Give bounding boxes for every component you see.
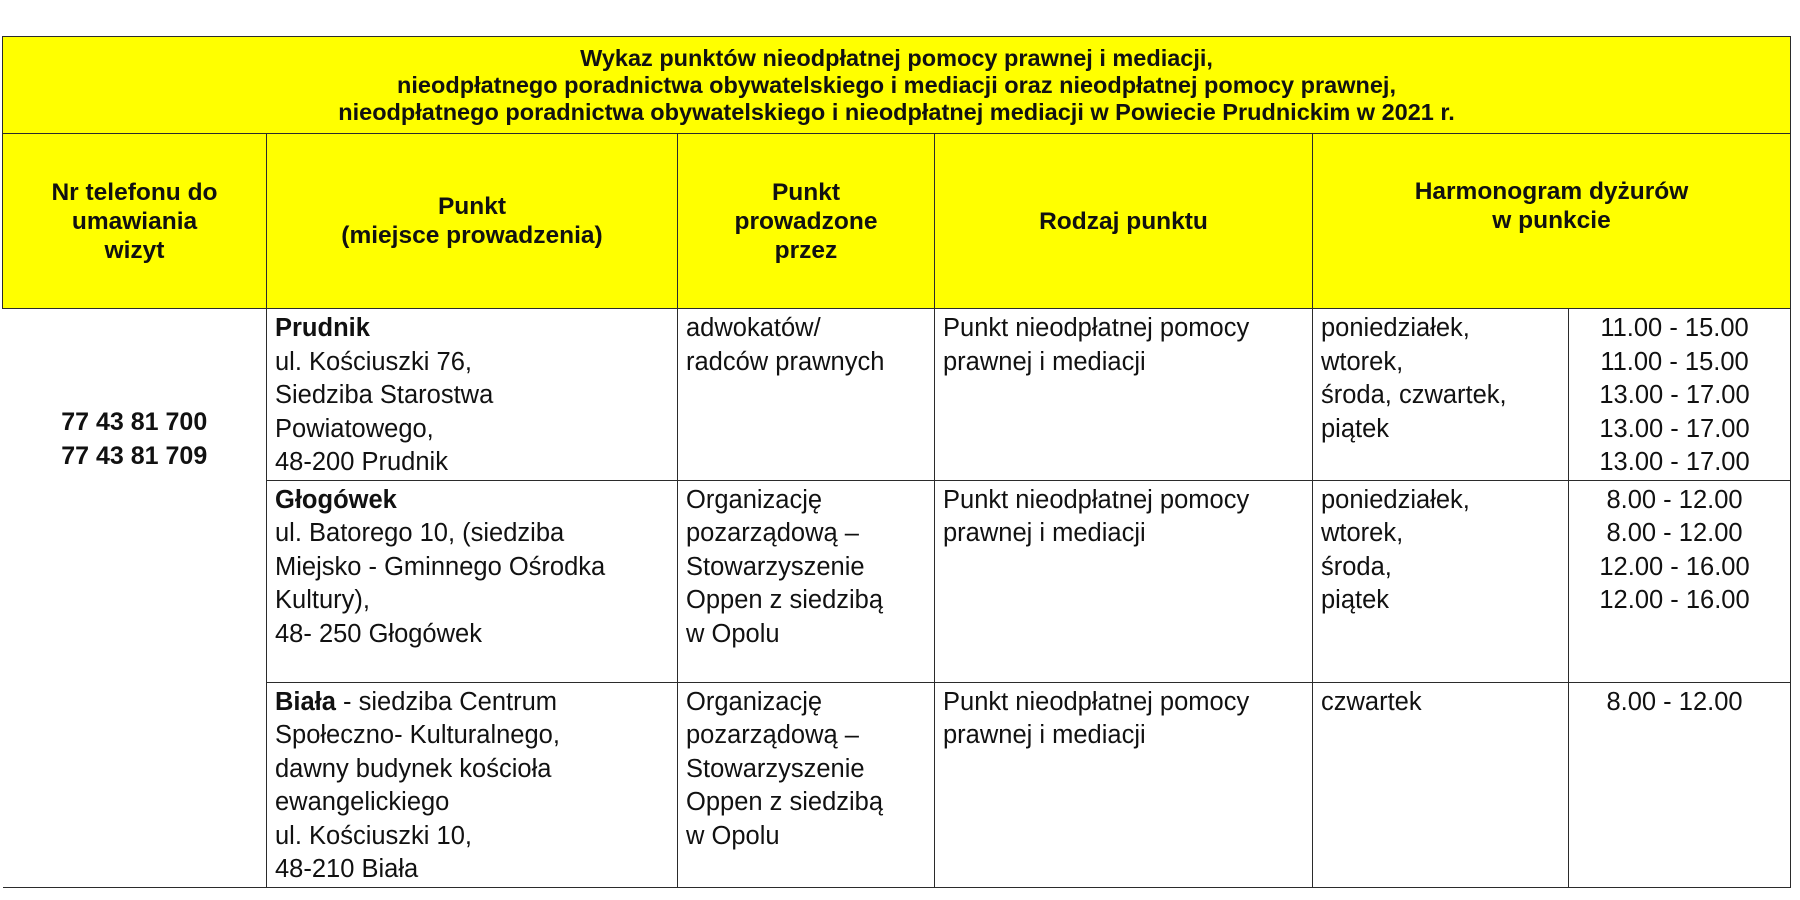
point-type-cell bbox=[935, 682, 1313, 887]
legal-aid-points-table bbox=[2, 36, 1791, 888]
address-line: 48-200 Prudnik bbox=[275, 448, 448, 476]
point-type-line: Punkt nieodpłatnej pomocy bbox=[943, 314, 1250, 342]
duty-day: poniedziałek, bbox=[1321, 314, 1470, 342]
duty-hours: 12.00 - 16.00 bbox=[1599, 586, 1750, 614]
point-location-cell bbox=[267, 480, 678, 682]
duty-days-cell bbox=[1313, 480, 1569, 682]
address-line: ul. Batorego 10, (siedziba bbox=[275, 519, 565, 547]
duty-day: poniedziałek, bbox=[1321, 485, 1470, 514]
duty-day: środa, bbox=[1321, 552, 1392, 581]
header-run-by bbox=[678, 134, 935, 309]
point-type-line: prawnej i mediacji bbox=[943, 347, 1146, 376]
duty-days-cell bbox=[1313, 682, 1569, 887]
address-line: dawny budynek kościoła bbox=[275, 754, 552, 783]
duty-hours: 8.00 - 12.00 bbox=[1606, 687, 1743, 716]
header-run-by-line-1: Punkt bbox=[771, 178, 841, 206]
duty-hours: 13.00 - 17.00 bbox=[1599, 414, 1750, 443]
header-phone-line-2: umawiania bbox=[71, 207, 198, 235]
phone-number: 77 43 81 700 bbox=[61, 408, 208, 436]
header-phone-line-1: Nr telefonu do bbox=[51, 178, 218, 206]
header-schedule-line-1: Harmonogram dyżurów bbox=[1414, 178, 1689, 205]
header-run-by-line-2: prowadzone bbox=[734, 207, 878, 235]
header-schedule-line-2: w punkcie bbox=[1492, 207, 1611, 234]
run-by-cell bbox=[678, 682, 935, 887]
table-row bbox=[3, 309, 1791, 481]
point-type-line: Punkt nieodpłatnej pomocy bbox=[943, 687, 1250, 716]
address-line: Miejsko - Gminnego Ośrodka bbox=[275, 552, 606, 581]
duty-hours: 13.00 - 17.00 bbox=[1599, 448, 1750, 476]
town-line bbox=[275, 686, 669, 720]
run-by-line: Stowarzyszenie bbox=[686, 754, 865, 783]
town-name: Prudnik bbox=[275, 314, 370, 342]
duty-hours: 12.00 - 16.00 bbox=[1599, 552, 1750, 581]
header-phone bbox=[3, 134, 267, 309]
table-row bbox=[3, 682, 1791, 887]
duty-hours-cell bbox=[1569, 309, 1791, 481]
duty-day: czwartek bbox=[1321, 687, 1422, 716]
header-schedule bbox=[1313, 134, 1791, 309]
point-location-cell bbox=[267, 682, 678, 887]
town-name: Głogówek bbox=[275, 485, 397, 514]
run-by-line: pozarządową – bbox=[686, 519, 859, 547]
point-location-cell bbox=[267, 309, 678, 481]
address-line: ewangelickiego bbox=[275, 788, 450, 816]
duty-hours-cell bbox=[1569, 480, 1791, 682]
run-by-line: w Opolu bbox=[686, 821, 780, 850]
schedule-document bbox=[2, 36, 1790, 888]
address-line: ul. Kościuszki 76, bbox=[275, 347, 473, 376]
header-type bbox=[935, 134, 1313, 309]
point-type-cell bbox=[935, 309, 1313, 481]
run-by-line: w Opolu bbox=[686, 619, 780, 648]
duty-hours-cell bbox=[1569, 682, 1791, 887]
duty-day: wtorek, bbox=[1321, 519, 1404, 547]
header-point-line-1: Punkt bbox=[437, 193, 507, 220]
run-by-line: Stowarzyszenie bbox=[686, 552, 865, 581]
title-line-1: Wykaz punktów nieodpłatnej pomocy prawnej i mediacji, bbox=[580, 44, 1213, 71]
header-point-line-2: (miejsce prowadzenia) bbox=[341, 222, 603, 249]
duty-hours: 8.00 - 12.00 bbox=[1606, 485, 1743, 514]
duty-hours: 11.00 - 15.00 bbox=[1600, 314, 1749, 342]
header-point bbox=[267, 134, 678, 309]
point-type-line: prawnej i mediacji bbox=[943, 721, 1146, 749]
address-line: Powiatowego, bbox=[275, 414, 434, 443]
duty-day: piątek bbox=[1321, 414, 1390, 443]
run-by-line: Organizację bbox=[686, 687, 823, 716]
point-type-cell bbox=[935, 480, 1313, 682]
address-line: 48- 250 Głogówek bbox=[275, 619, 482, 648]
address-line: 48-210 Biała bbox=[275, 855, 419, 883]
document-title bbox=[3, 37, 1791, 134]
run-by-line: Oppen z siedzibą bbox=[686, 586, 884, 614]
address-line: Społeczno- Kulturalnego, bbox=[275, 721, 560, 749]
duty-day: wtorek, bbox=[1321, 347, 1404, 376]
address-line: Siedziba Starostwa bbox=[275, 381, 494, 409]
run-by-cell bbox=[678, 309, 935, 481]
phone-numbers-cell bbox=[3, 309, 267, 888]
header-run-by-line-3: przez bbox=[774, 236, 838, 264]
town-suffix: - siedziba Centrum bbox=[335, 687, 558, 716]
duty-hours: 13.00 - 17.00 bbox=[1599, 381, 1750, 409]
run-by-line: pozarządową – bbox=[686, 721, 859, 749]
point-type-line: prawnej i mediacji bbox=[943, 519, 1146, 547]
run-by-line: adwokatów/ bbox=[686, 314, 821, 342]
address-line: ul. Kościuszki 10, bbox=[275, 821, 473, 850]
header-phone-line-3: wizyt bbox=[104, 236, 165, 264]
run-by-line: Oppen z siedzibą bbox=[686, 788, 884, 816]
run-by-line: Organizację bbox=[686, 485, 823, 514]
run-by-line: radców prawnych bbox=[686, 347, 885, 376]
town-name: Biała bbox=[275, 687, 336, 716]
title-line-3: nieodpłatnego poradnictwa obywatelskiego i nieodpłatnej mediacji w Powiecie Prudnickim w 2021 r. bbox=[338, 98, 1455, 125]
run-by-cell bbox=[678, 480, 935, 682]
point-type-line: Punkt nieodpłatnej pomocy bbox=[943, 485, 1250, 514]
duty-day: środa, czwartek, bbox=[1321, 381, 1507, 409]
duty-hours: 11.00 - 15.00 bbox=[1600, 347, 1749, 376]
table-row bbox=[3, 480, 1791, 682]
address-line: Kultury), bbox=[275, 586, 370, 614]
duty-hours: 8.00 - 12.00 bbox=[1606, 519, 1743, 547]
phone-number: 77 43 81 709 bbox=[61, 442, 208, 470]
duty-days-cell bbox=[1313, 309, 1569, 481]
header-type-line-1: Rodzaj punktu bbox=[1039, 207, 1208, 235]
title-line-2: nieodpłatnego poradnictwa obywatelskiego i mediacji oraz nieodpłatnej pomocy prawnej, bbox=[397, 71, 1396, 98]
duty-day: piątek bbox=[1321, 586, 1390, 614]
